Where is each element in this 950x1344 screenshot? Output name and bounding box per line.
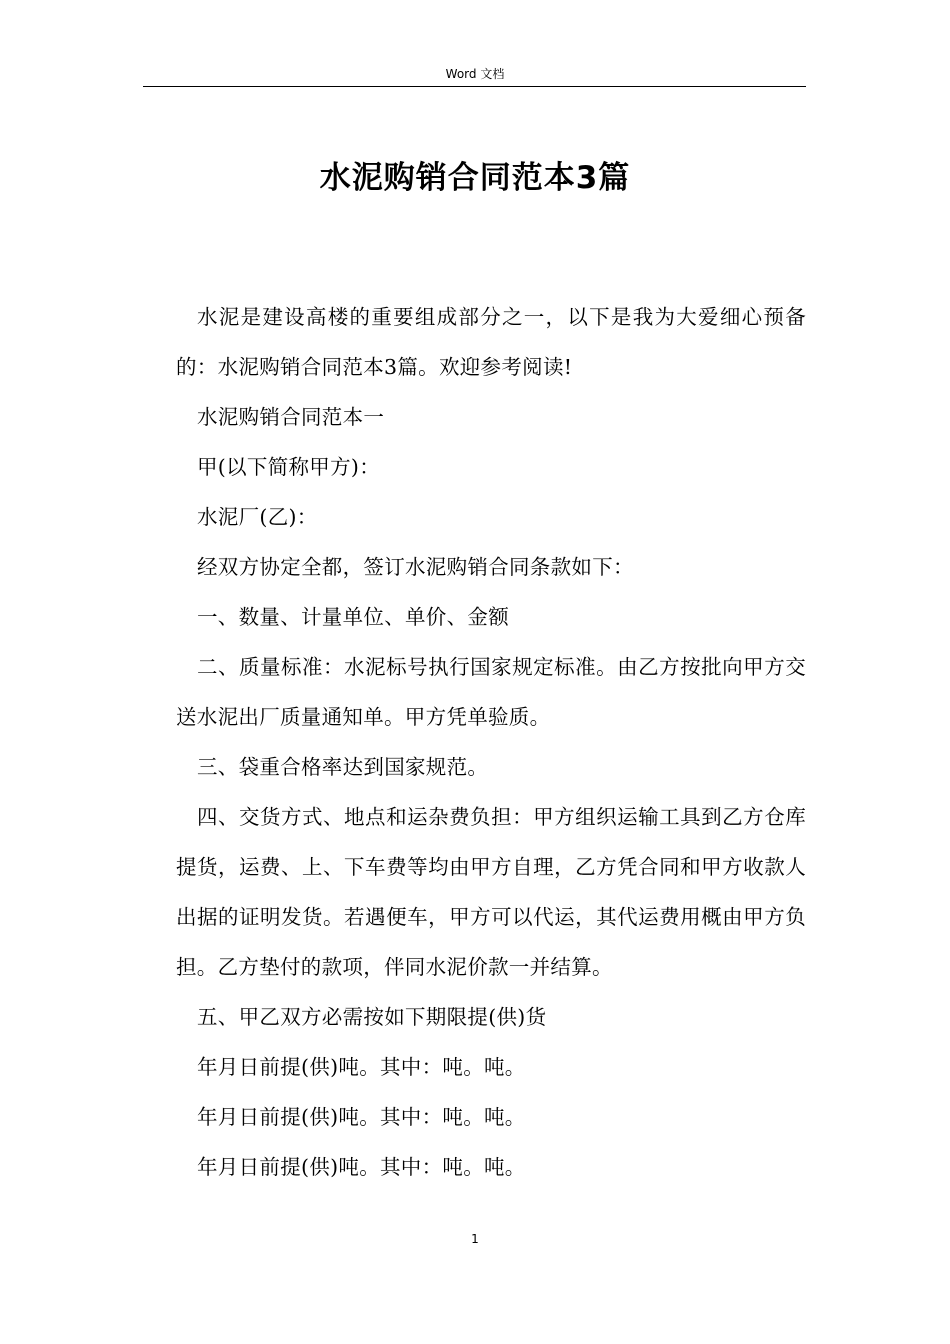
- paragraph-intro: 水泥是建设高楼的重要组成部分之一，以下是我为大爱细心预备的：水泥购销合同范本3篇。欢迎参考阅读!: [176, 305, 806, 379]
- header-divider: [143, 86, 806, 87]
- paragraph-delivery-line: 年月日前提(供)吨。其中：吨。吨。: [197, 1155, 526, 1179]
- document-body: [176, 292, 806, 1192]
- paragraph-party-a: 甲(以下简称甲方)：: [197, 455, 380, 479]
- paragraph-clause-1: 一、数量、计量单位、单价、金额: [197, 605, 509, 629]
- document-title: 水泥购销合同范本3篇: [319, 160, 631, 196]
- paragraph-clause-2: 二、质量标准：水泥标号执行国家规定标准。由乙方按批向甲方交送水泥出厂质量通知单。甲方凭单验质。: [176, 655, 806, 729]
- paragraph-section-heading: 水泥购销合同范本一: [197, 405, 385, 429]
- paragraph-clause-5: 五、甲乙双方必需按如下期限提(供)货: [197, 1005, 547, 1029]
- page-header-label: Word 文档: [445, 67, 505, 81]
- paragraph-delivery-line: 年月日前提(供)吨。其中：吨。吨。: [197, 1055, 526, 1079]
- paragraph-clause-4: 四、交货方式、地点和运杂费负担：甲方组织运输工具到乙方仓库提货，运费、上、下车费等均由甲方自理，乙方凭合同和甲方收款人出据的证明发货。若遇便车，甲方可以代运，其代运费用概由甲方负担。乙方垫付的款项，伴同水泥价款一并结算。: [176, 805, 806, 979]
- paragraph-delivery-line: 年月日前提(供)吨。其中：吨。吨。: [197, 1105, 526, 1129]
- page-number: 1: [471, 1232, 479, 1246]
- paragraph-clause-3: 三、袋重合格率达到国家规范。: [197, 755, 489, 779]
- paragraph-party-b: 水泥厂(乙)：: [197, 505, 318, 529]
- paragraph-agreement: 经双方协定全都，签订水泥购销合同条款如下：: [197, 555, 634, 579]
